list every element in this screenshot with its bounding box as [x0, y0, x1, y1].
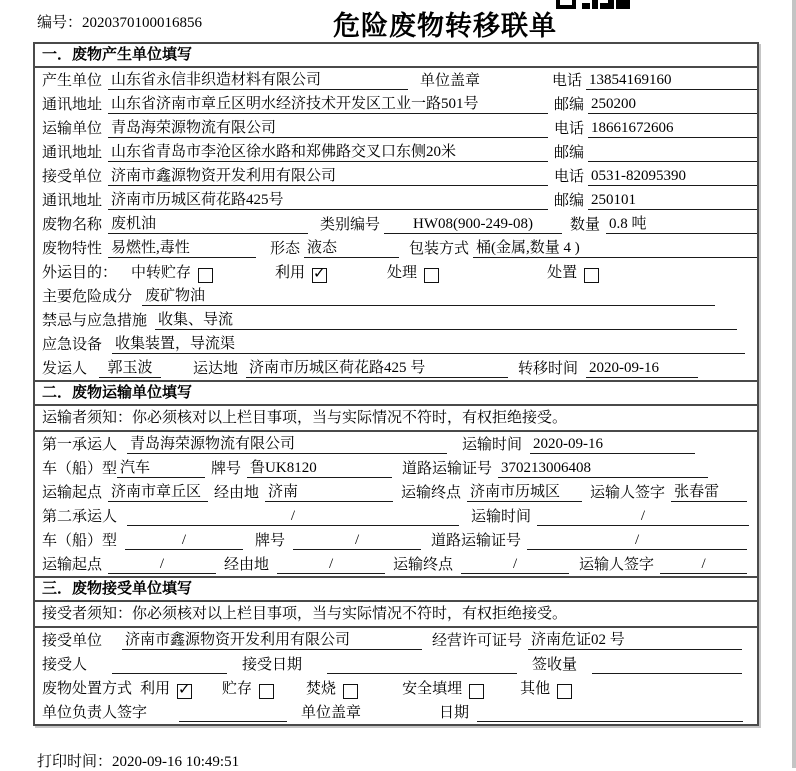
signed-amount-label: 签收量 [532, 657, 578, 673]
zip-label: 邮编 [554, 193, 585, 209]
end-label: 运输终点 [393, 557, 454, 573]
vehicle1-row [35, 456, 757, 480]
transporter-value: 青岛海荣源物流有限公司 [108, 119, 548, 138]
receiver-address-row [35, 188, 757, 212]
carrier1-row [35, 432, 757, 456]
packing-value: 桶(金属,数量 4 ) [473, 239, 757, 258]
receiver-zip-value: 250101 [588, 191, 757, 210]
category-value: HW08(900-249-08) [384, 215, 562, 234]
transporter-address-value: 山东省青岛市李沧区徐水路和郑佛路交叉口东侧20米 [108, 143, 548, 162]
carrier2-row [35, 504, 757, 528]
phone-label: 电话 [554, 169, 585, 185]
transport-time2-value: / [537, 507, 749, 526]
disposal-other-label: 其他 [520, 681, 551, 697]
head-signature-row [35, 700, 757, 724]
checkbox-disposal [584, 268, 599, 283]
receiver-row [35, 164, 757, 188]
vehicle-type1-value: 汽车 [117, 459, 205, 478]
via-label: 经由地 [214, 485, 260, 501]
producer-row [35, 68, 757, 92]
emergency-equipment-value: 收集装置，导流渠 [112, 335, 745, 354]
accept-date-value [327, 673, 517, 674]
transporter-address-row [35, 140, 757, 164]
address-label: 通讯地址 [42, 193, 103, 209]
transfer-time-label: 转移时间 [518, 361, 579, 377]
emergency-measures-value: 收集、导流 [155, 311, 737, 330]
hazard-label: 主要危险成分 [42, 289, 133, 305]
origin1-value: 济南市章丘区 [108, 483, 208, 502]
producer-address-value: 山东省济南市章丘区明水经济技术开发区工业一路501号 [108, 95, 548, 114]
end1-value: 济南市历城区 [467, 483, 582, 502]
disposal-store-label: 贮存 [222, 681, 253, 697]
unit-seal-label: 单位盖章 [420, 73, 481, 89]
emergency-equipment-row [35, 332, 757, 356]
road-permit1-value: 370213006408 [498, 459, 708, 478]
phone-label: 电话 [552, 73, 583, 89]
serial-number: 2020370100016856 [82, 15, 203, 31]
transfer-time-value: 2020-09-16 [586, 359, 698, 378]
accept-unit-label: 接受单位 [42, 633, 103, 649]
receiver-notice: 接受者须知：你必须核对以上栏目事项，当与实际情况不符时，有权拒绝接受。 [35, 602, 757, 628]
receiver-label: 接受单位 [42, 169, 103, 185]
serial-row [37, 11, 202, 32]
carrier2-value: / [127, 507, 459, 526]
date-value [477, 721, 743, 722]
manifest-table [33, 42, 759, 726]
carrier-sign-label: 运输人签字 [590, 485, 666, 501]
zip-label: 邮编 [554, 97, 585, 113]
zip-label: 邮编 [554, 145, 585, 161]
route1-row [35, 480, 757, 504]
accept-unit-value: 济南市鑫源物资开发利用有限公司 [122, 631, 422, 650]
origin-label: 运输起点 [42, 485, 103, 501]
recipient-label: 接受人 [42, 657, 88, 673]
qr-code-fragment [556, 0, 632, 9]
license-value: 济南危证02 号 [528, 631, 742, 650]
plate-label: 牌号 [211, 461, 242, 477]
signed-amount-value [592, 673, 742, 674]
transporter-phone-value: 18661672606 [588, 119, 757, 138]
disposal-method-label: 废物处置方式 [42, 681, 133, 697]
via2-value: / [277, 555, 385, 574]
emergency-measures-row [35, 308, 757, 332]
plate2-value: / [293, 531, 421, 550]
transport-time1-value: 2020-09-16 [530, 435, 695, 454]
recipient-row [35, 652, 757, 676]
checkbox-disposal-landfill [469, 684, 484, 699]
waste-character-value: 易燃性,毒性 [108, 239, 256, 258]
road-permit2-value: / [527, 531, 747, 550]
producer-address-row [35, 92, 757, 116]
date-label: 日期 [439, 705, 470, 721]
accept-unit-row [35, 628, 757, 652]
road-permit-label: 道路运输证号 [431, 533, 522, 549]
checkbox-disposal-incineration [343, 684, 358, 699]
vehicle2-row [35, 528, 757, 552]
receiver-address-value: 济南市历城区荷花路425号 [108, 191, 548, 210]
carrier-sign1-value: 张春雷 [671, 483, 747, 502]
producer-value: 山东省永信非织造材料有限公司 [108, 71, 408, 90]
emergency-measures-label: 禁忌与应急措施 [42, 313, 148, 329]
carrier2-label: 第二承运人 [42, 509, 118, 525]
consignor-label: 发运人 [42, 361, 88, 377]
plate-label: 牌号 [255, 533, 286, 549]
print-time-value: 2020-09-16 10:49:51 [112, 754, 240, 770]
transporter-label: 运输单位 [42, 121, 103, 137]
license-label: 经营许可证号 [432, 633, 523, 649]
quantity-value: 0.8 吨 [606, 215, 757, 234]
origin2-value: / [108, 555, 216, 574]
via1-value: 济南 [265, 483, 393, 502]
transporter-notice: 运输者须知：你必须核对以上栏目事项，当与实际情况不符时，有权拒绝接受。 [35, 406, 757, 432]
destination-value: 济南市历城区荷花路425 号 [246, 359, 508, 378]
disposal-burn-label: 焚烧 [306, 681, 337, 697]
form-state-label: 形态 [270, 241, 301, 257]
address-label: 通讯地址 [42, 145, 103, 161]
waste-character-row [35, 236, 757, 260]
destination-label: 运达地 [193, 361, 239, 377]
hazard-value: 废矿物油 [142, 287, 715, 306]
window-edge [792, 0, 796, 768]
recipient-value [112, 673, 227, 674]
carrier-sign2-value: / [660, 555, 747, 574]
transporter-zip-value [588, 161, 757, 162]
checkbox-disposal-storage [259, 684, 274, 699]
waste-name-row [35, 212, 757, 236]
checkbox-reuse [312, 268, 327, 283]
hazard-component-row [35, 284, 757, 308]
waste-name-label: 废物名称 [42, 217, 103, 233]
carrier1-value: 青岛海荣源物流有限公司 [127, 435, 447, 454]
road-permit-label: 道路运输证号 [402, 461, 493, 477]
section2-header: 二．废物运输单位填写 [35, 380, 757, 406]
transport-time-label: 运输时间 [471, 509, 532, 525]
disposal-method-row [35, 676, 757, 700]
form-state-value: 液态 [304, 239, 399, 258]
packing-label: 包装方式 [409, 241, 470, 257]
consignor-row [35, 356, 757, 380]
carrier1-label: 第一承运人 [42, 437, 118, 453]
checkbox-transfer-storage [198, 268, 213, 283]
print-time-label: 打印时间： [37, 754, 113, 770]
unit-seal-label: 单位盖章 [301, 705, 362, 721]
waste-character-label: 废物特性 [42, 241, 103, 257]
receiver-value: 济南市鑫源物资开发利用有限公司 [108, 167, 548, 186]
producer-phone-value: 13854169160 [586, 71, 757, 90]
disposal-landfill-label: 安全填埋 [402, 681, 463, 697]
receiver-phone-value: 0531-82095390 [588, 167, 757, 186]
plate1-value: 鲁UK8120 [247, 459, 392, 478]
emergency-equipment-label: 应急设备 [42, 337, 103, 353]
producer-zip-value: 250200 [588, 95, 757, 114]
disposal-reuse-label: 利用 [140, 681, 171, 697]
quantity-label: 数量 [570, 217, 601, 233]
head-signature-label: 单位负责人签字 [42, 705, 148, 721]
phone-label: 电话 [554, 121, 585, 137]
carrier-sign-label: 运输人签字 [579, 557, 655, 573]
accept-date-label: 接受日期 [242, 657, 303, 673]
origin-label: 运输起点 [42, 557, 103, 573]
head-signature-value [179, 721, 287, 722]
end2-value: / [461, 555, 569, 574]
form-title: 危险废物转移联单 [333, 11, 557, 41]
purpose-treat-label: 处理 [387, 265, 418, 281]
producer-label: 产生单位 [42, 73, 103, 89]
purpose-transfer-label: 中转贮存 [131, 265, 192, 281]
route2-row [35, 552, 757, 576]
checkbox-treatment [424, 268, 439, 283]
transport-purpose-row [35, 260, 757, 284]
vehicle-type2-value: / [125, 531, 243, 550]
transport-time-label: 运输时间 [462, 437, 523, 453]
purpose-label: 外运目的： [42, 265, 118, 281]
purpose-dispose-label: 处置 [547, 265, 578, 281]
checkbox-disposal-reuse [177, 684, 192, 699]
via-label: 经由地 [224, 557, 270, 573]
vehicle-type-label: 车（船）型 [42, 461, 118, 477]
address-label: 通讯地址 [42, 97, 103, 113]
section3-header: 三．废物接受单位填写 [35, 576, 757, 602]
checkbox-disposal-other [557, 684, 572, 699]
vehicle-type-label: 车（船）型 [42, 533, 118, 549]
consignor-value: 郭玉波 [99, 359, 161, 378]
waste-name-value: 废机油 [108, 215, 308, 234]
purpose-reuse-label: 利用 [275, 265, 306, 281]
section1-header: 一．废物产生单位填写 [35, 44, 757, 68]
serial-label: 编号： [37, 15, 83, 31]
category-label: 类别编号 [320, 217, 381, 233]
end-label: 运输终点 [401, 485, 462, 501]
transporter-row [35, 116, 757, 140]
